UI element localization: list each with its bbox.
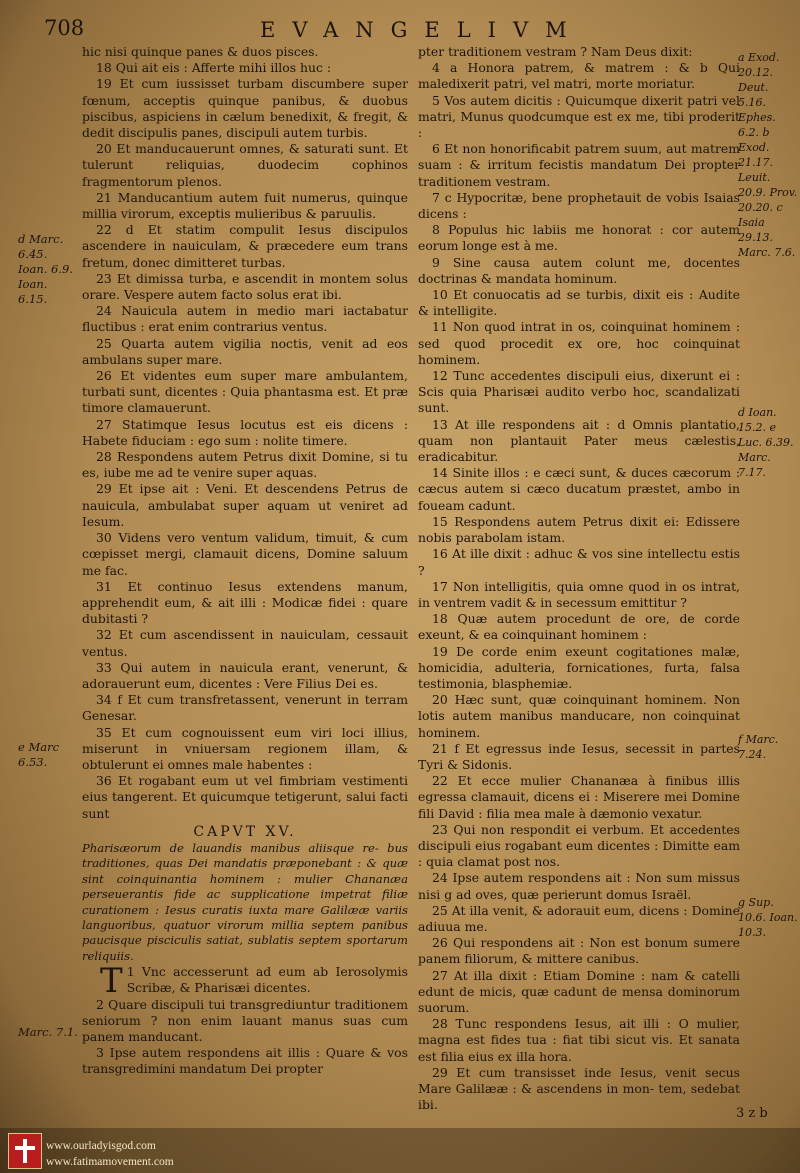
verse: 12 Tunc accedentes discipuli eius, dixerunt ei : Scis quia Pharisæi audito verbo hoc, scandalizati sunt. xyxy=(418,368,740,416)
verse: 19 De corde enim exeunt cogitationes malæ, homicidia, adulteria, fornicationes, furta, falsa testimonia, blasphemiæ. xyxy=(418,643,740,691)
verse: 27 At illa dixit : Etiam Domine : nam & catelli edunt de micis, quæ cadunt de mensa dominorum suorum. xyxy=(418,967,740,1015)
verse: 25 Quarta autem vigilia noctis, venit ad eos ambulans super mare. xyxy=(82,335,408,367)
cross-logo-icon xyxy=(8,1133,42,1169)
verse-with-dropcap xyxy=(82,961,408,1002)
margin-note-right-1: a Exod. 20.12. Deut. 5.16. Ephes. 6.2. b Exod. 21.17. Leuit. 20.9. Prov. 20.20. c Isaia 29.13. Marc. 7.6. xyxy=(738,51,798,259)
verse: pter traditionem vestram ? Nam Deus dixit: xyxy=(418,44,693,59)
verse: 15 Respondens autem Petrus dixit ei: Edissere nobis parabolam istam. xyxy=(418,513,740,546)
right-column xyxy=(418,44,740,1113)
verse: 11 Non quod intrat in os, coinquinat hominem : sed quod procedit ex ore, hoc coinquinat hominem. xyxy=(418,319,740,367)
page-number: 708 xyxy=(44,16,85,40)
verse: 18 Qui ait eis : Afferte mihi illos huc : xyxy=(96,60,332,76)
signature-mark: 3 z b xyxy=(736,1106,768,1121)
verse: 6 Et non honorificabit patrem suum, aut matrem suam : & irritum fecistis mandatum Dei propter traditionem vestram. xyxy=(418,141,740,189)
margin-note-left-1: d Marc. 6.45. Ioan. 6.9. Ioan. 6.15. xyxy=(18,232,73,306)
verse: 9 Sine causa autem colunt me, docentes doctrinas & mandata hominum. xyxy=(418,254,740,286)
verse: 29 Et cum transisset inde Iesus, venit secus Mare Galilææ : & ascendens in mon- tem, sedebat ibi. xyxy=(418,1064,740,1113)
verse: 20 Hæc sunt, quæ coinquinant hominem. Non lotis autem manibus manducare, non coinquinat hominem. xyxy=(418,692,740,740)
verse: 29 Et ipse ait : Veni. Et descendens Petrus de nauicula, ambulabat super aquam ut veniret ad Iesum. xyxy=(82,481,408,529)
verse: 14 Sinite illos : e cæci sunt, & duces cæcorum : cæcus autem si cæco ducatum præstet, ambo in foueam cadunt. xyxy=(418,465,740,513)
verse-text: 1 Vnc accesserunt ad eum ab Ierosolymis Scribæ, & Pharisæi dicentes. xyxy=(126,964,408,996)
verse: 27 Statimque Iesus locutus est eis dicens : Habete fiduciam : ego sum : nolite timere. xyxy=(82,416,408,448)
verse: 16 At ille dixit : adhuc & vos sine intellectu estis ? xyxy=(418,546,740,578)
verse: 23 Et dimissa turba, e ascendit in montem solus orare. Vespere autem facto solus erat ibi. xyxy=(82,270,408,303)
margin-note-right-2: d Ioan. 15.2. e Luc. 6.39. Marc. 7.17. xyxy=(738,406,794,479)
verse: 7 c Hypocritæ, bene prophetauit de vobis Isaias dicens : xyxy=(418,189,740,222)
verse: hic nisi quinque panes & duos pisces. xyxy=(82,44,319,59)
verse: 31 Et continuo Iesus extendens manum, apprehendit eum, & ait illi : Modicæ fidei : quare dubitasti ? xyxy=(82,578,408,627)
verse: 4 a Honora patrem, & matrem : & b Qui maledixerit patri, vel matri, morte moriatur. xyxy=(418,60,740,92)
drop-cap: T xyxy=(100,961,123,1002)
verse: 30 Videns vero ventum validum, timuit, & cum cœpisset mergi, clamauit dicens, Domine saluum me fac. xyxy=(82,530,408,578)
verse: 8 Populus hic labiis me honorat : cor autem eorum longe est à me. xyxy=(418,222,740,254)
verse: 2 Quare discipuli tui transgrediuntur traditionem seniorum ? non enim lauant manus suas cum panem manducant. xyxy=(82,996,408,1045)
verse: 13 At ille respondens ait : d Omnis plantatio, quam non plantauit Pater meus cælestis, eradicabitur. xyxy=(418,416,740,465)
footer-url-1[interactable]: www.ourladyisgod.com xyxy=(46,1140,156,1152)
verse: 10 Et conuocatis ad se turbis, dixit eis : Audite & intelligite. xyxy=(418,287,740,319)
chapter-summary: Pharisæorum de lauandis manibus aliisque re- bus traditiones, quas Dei mandatis præponebant : & quæ sint coinquinantia hominem : mulier Chananæa perseuerantis fide ac supplicatione impetrat filiæ curationem : Iesus curatis iuxta mare Galilææ variis languoribus, quatuor virorum millia septem panibus paucisque pisciculis satiat, sublatis septem sportarum reliquiis. xyxy=(82,840,408,963)
verse: 21 Manducantium autem fuit numerus, quinque millia virorum, exceptis mulieribus & paruulis. xyxy=(82,189,408,222)
verse: 33 Qui autem in nauicula erant, venerunt, & adorauerunt eum, dicentes : Vere Filius Dei es. xyxy=(82,659,408,691)
verse: 20 Et manducauerunt omnes, & saturati sunt. Et tulerunt reliquias, duodecim cophinos fragmentorum plenos. xyxy=(82,141,408,189)
margin-note-left-3: Marc. 7.1. xyxy=(18,1025,78,1039)
verse: 26 Et videntes eum super mare ambulantem, turbati sunt, dicentes : Quia phantasma est. Et præ timore clamauerunt. xyxy=(82,368,408,416)
verse: 25 At illa venit, & adorauit eum, dicens : Domine adiuua me. xyxy=(418,902,740,934)
verse: 32 Et cum ascendissent in nauiculam, cessauit ventus. xyxy=(82,627,408,659)
verse: 34 f Et cum transfretassent, venerunt in terram Genesar. xyxy=(82,692,408,724)
verse: 26 Qui respondens ait : Non est bonum sumere panem filiorum, & mittere canibus. xyxy=(418,935,740,967)
verse: 23 Qui non respondit ei verbum. Et accedentes discipuli eius rogabant eum dicentes : Dimitte eam : quia clamat post nos. xyxy=(418,821,740,870)
verse: 35 Et cum cognouissent eum viri loci illius, miserunt in vniuersam regionem illam, & obtulerunt ei omnes male habentes : xyxy=(82,724,408,772)
verse: 18 Quæ autem procedunt de ore, de corde exeunt, & ea coinquinant hominem : xyxy=(418,611,740,643)
page-header xyxy=(40,14,760,44)
verse: 24 Nauicula autem in medio mari iactabatur fluctibus : erat enim contrarius ventus. xyxy=(82,303,408,335)
verse: 24 Ipse autem respondens ait : Non sum missus nisi g ad oves, quæ perierunt domus Israël. xyxy=(418,870,740,902)
verse: 28 Tunc respondens Iesus, ait illi : O mulier, magna est fides tua : fiat tibi sicut vis. Et sanata est filia eius ex illa hora. xyxy=(418,1016,740,1064)
chapter-title: CAPVT XV. xyxy=(193,823,297,840)
verse: 3 Ipse autem respondens ait illis : Quare & vos transgredimini mandatum Dei propter xyxy=(82,1045,408,1077)
verse: 17 Non intelligitis, quia omne quod in os intrat, in ventrem vadit & in secessum emittitur ? xyxy=(418,578,740,610)
margin-note-right-4: g Sup. 10.6. Ioan. 10.3. xyxy=(738,896,798,939)
margin-note-left-2: e Marc 6.53. xyxy=(18,740,60,769)
verse: 22 d Et statim compulit Iesus discipulos ascendere in nauiculam, & præcedere eum trans fretum, donec dimitteret turbas. xyxy=(82,222,408,270)
verse: 36 Et rogabant eum ut vel fimbriam vestimenti eius tangerent. Et quicumque tetigerunt, salui facti sunt xyxy=(82,773,408,821)
verse: 28 Respondens autem Petrus dixit Domine, si tu es, iube me ad te venire super aquas. xyxy=(82,449,408,481)
verse: 21 f Et egressus inde Iesus, secessit in partes Tyri & Sidonis. xyxy=(418,740,740,772)
verse: 19 Et cum iussisset turbam discumbere super fœnum, acceptis quinque panibus, & duobus piscibus, aspiciens in cælum benedixit, & fregit, & dedit discipulis panes, discipuli autem turbis. xyxy=(82,76,408,141)
left-column xyxy=(82,44,408,1078)
verse: 22 Et ecce mulier Chananæa à finibus illis egressa clamauit, dicens ei : Miserere mei Domine fili David : filia mea male à dæmonio vexatur. xyxy=(418,773,740,821)
footer-url-2[interactable]: www.fatimamovement.com xyxy=(46,1156,174,1168)
running-title: EVANGELIVM xyxy=(260,18,584,42)
margin-note-right-3: f Marc. 7.24. xyxy=(738,733,779,761)
verse: 5 Vos autem dicitis : Quicumque dixerit patri vel matri, Munus quodcumque est ex me, tibi proderit : xyxy=(418,92,740,141)
